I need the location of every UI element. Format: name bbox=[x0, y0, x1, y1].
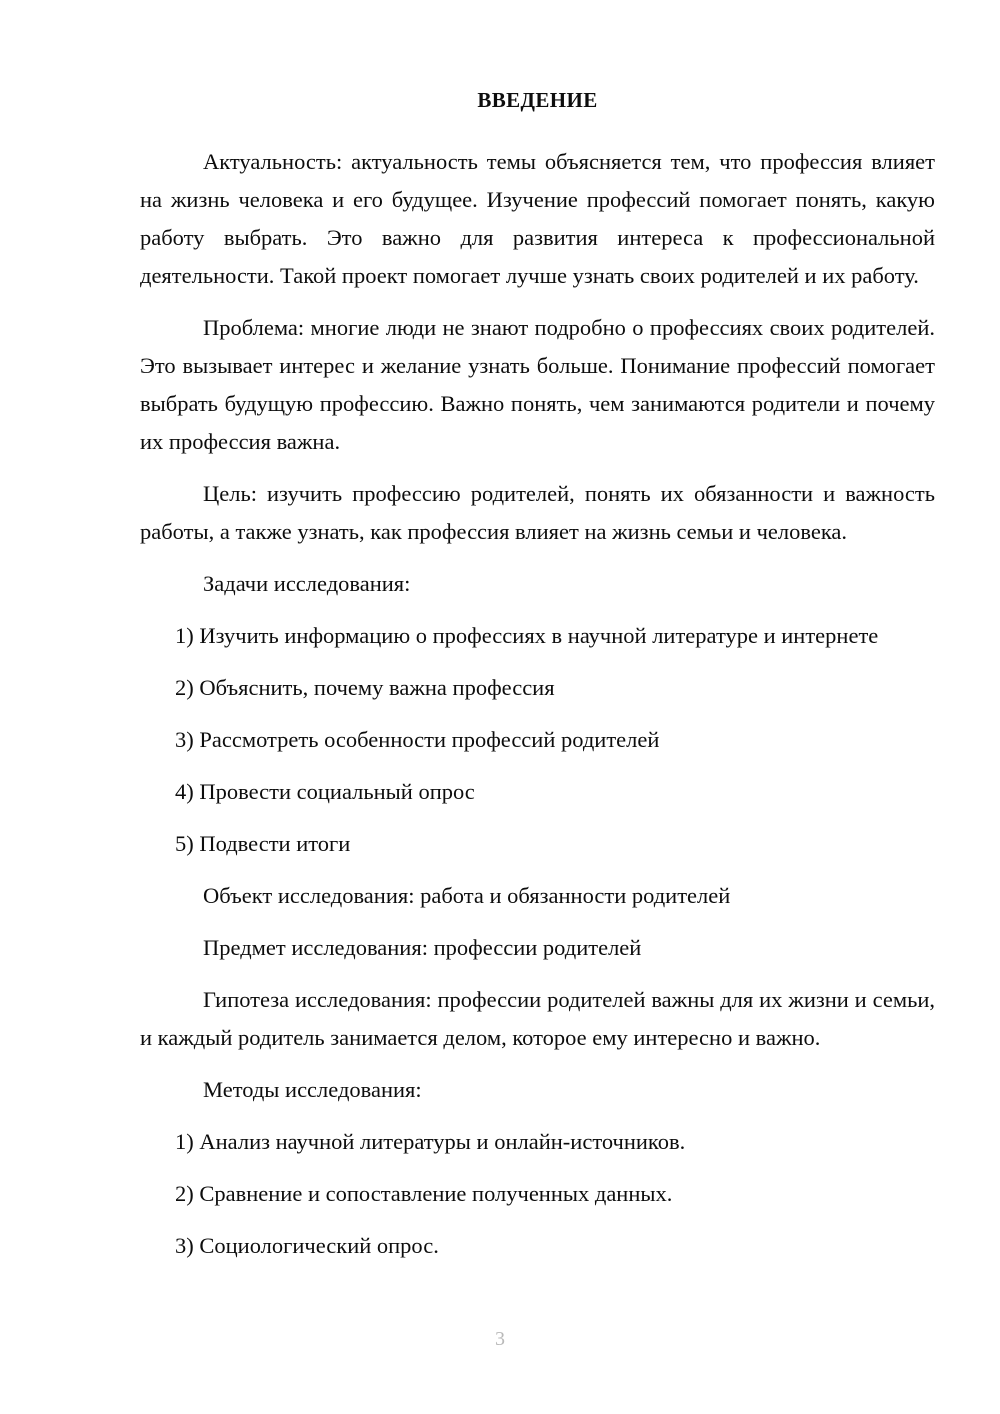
page-number: 3 bbox=[495, 1328, 505, 1350]
paragraph-subject: Предмет исследования: профессии родителей bbox=[203, 935, 642, 961]
task-item-4: 4) Провести социальный опрос bbox=[175, 779, 475, 805]
task-item-2: 2) Объяснить, почему важна профессия bbox=[175, 675, 555, 701]
heading-tasks: Задачи исследования: bbox=[203, 571, 411, 597]
page-title: ВВЕДЕНИЕ bbox=[477, 88, 598, 112]
paragraph-object: Объект исследования: работа и обязанности родителей bbox=[203, 883, 731, 909]
method-item-3: 3) Социологический опрос. bbox=[175, 1233, 439, 1259]
method-item-2: 2) Сравнение и сопоставление полученных данных. bbox=[175, 1181, 673, 1207]
paragraph-hypothesis: Гипотеза исследования: профессии родителей важны для их жизни и семьи, и каждый родитель занимается делом, которое ему интересно и важно. bbox=[140, 987, 935, 1051]
paragraph-problem: Проблема: многие люди не знают подробно о профессиях своих родителей. Это вызывает интерес и желание узнать больше. Понимание профессий помогает выбрать будущую профессию. Важно понять, чем занимаются родители и почему их профессия важна. bbox=[140, 315, 935, 455]
task-item-3: 3) Рассмотреть особенности профессий родителей bbox=[175, 727, 660, 753]
task-item-5: 5) Подвести итоги bbox=[175, 831, 351, 857]
method-item-1: 1) Анализ научной литературы и онлайн-источников. bbox=[175, 1129, 686, 1155]
document-body bbox=[140, 88, 935, 1279]
task-item-1: 1) Изучить информацию о профессиях в научной литературе и интернете bbox=[175, 623, 879, 649]
paragraph-goal: Цель: изучить профессию родителей, понять их обязанности и важность работы, а также узнать, как профессия влияет на жизнь семьи и человека. bbox=[140, 481, 935, 545]
heading-methods: Методы исследования: bbox=[203, 1077, 422, 1103]
paragraph-relevance: Актуальность: актуальность темы объясняется тем, что профессия влияет на жизнь человека и его будущее. Изучение профессий помогает понять, какую работу выбрать. Это важно для развития интереса к профессиональной деятельности. Такой проект помогает лучше узнать своих родителей и их работу. bbox=[140, 149, 935, 289]
